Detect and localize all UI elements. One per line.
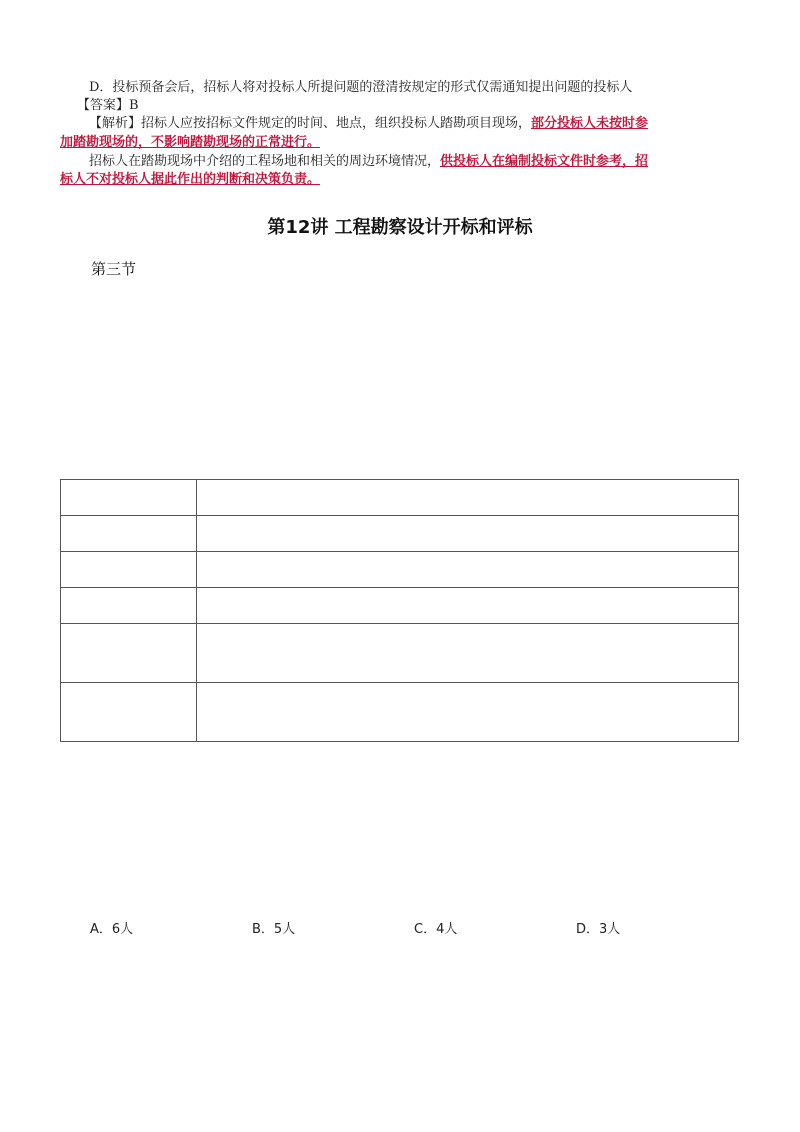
explanation-line-2	[60, 133, 320, 153]
section-label: 第三节	[91, 260, 137, 278]
table-cell	[197, 588, 739, 624]
table-cell	[197, 624, 739, 683]
table-row	[61, 683, 739, 742]
explanation-line-1: 【解析】招标人应按招标文件规定的时间、地点，组织投标人踏勘项目现场，部分投标人未按时参	[89, 116, 649, 131]
table-row	[61, 552, 739, 588]
table-cell	[197, 552, 739, 588]
option-d: D．3人	[576, 922, 621, 937]
table-row	[61, 588, 739, 624]
option-c: C．4人	[414, 922, 458, 937]
table-row	[61, 516, 739, 552]
option-a: A．6人	[90, 922, 134, 937]
option-d-text: D．投标预备会后，招标人将对投标人所提问题的澄清按规定的形式仅需通知提出问题的投标人	[89, 80, 633, 95]
table-row	[61, 480, 739, 516]
table-cell	[197, 516, 739, 552]
answer-line: 【答案】B	[77, 98, 139, 113]
table-cell	[61, 516, 197, 552]
table-row	[61, 624, 739, 683]
option-b: B．5人	[252, 922, 296, 937]
table-cell	[61, 588, 197, 624]
explanation-line-3: 招标人在踏勘现场中介绍的工程场地和相关的周边环境情况，供投标人在编制投标文件时参考，招	[89, 154, 649, 169]
explanation-highlight-3: 供投标人在编制投标文件时参考，招	[440, 154, 649, 169]
table-cell	[197, 683, 739, 742]
chapter-title: 第12讲 工程勘察设计开标和评标	[267, 217, 533, 238]
explanation-highlight-2: 加踏勘现场的，不影响踏勘现场的正常进行。	[60, 135, 321, 150]
explanation-line-4	[60, 170, 320, 190]
empty-table	[60, 479, 739, 742]
table-cell	[61, 683, 197, 742]
table-cell	[197, 480, 739, 516]
explanation-highlight-4: 标人不对投标人据此作出的判断和决策负责。	[60, 172, 321, 187]
table-cell	[61, 552, 197, 588]
table-cell	[61, 624, 197, 683]
table-cell	[61, 480, 197, 516]
explanation-highlight-1: 部分投标人未按时参	[531, 116, 649, 131]
